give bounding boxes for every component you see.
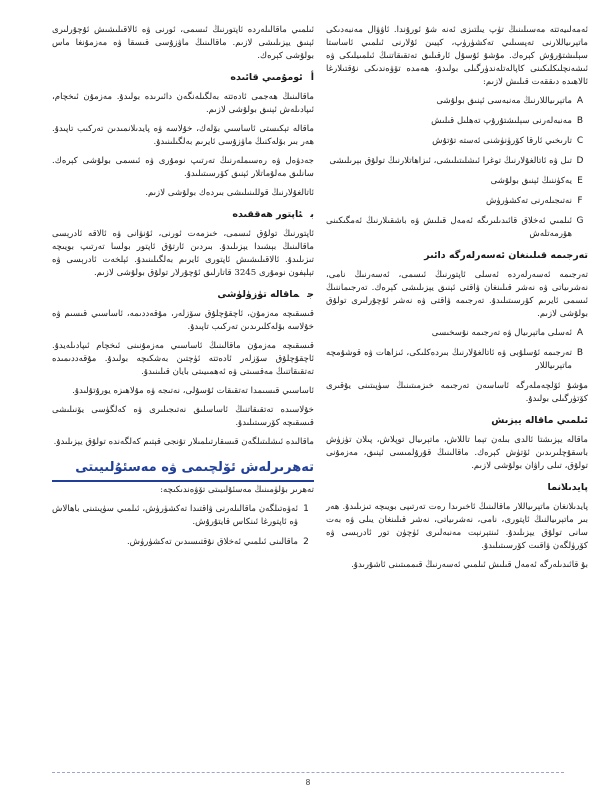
paragraph: قىسقىچە مەزمۇن ماقالىنىڭ ئاساسىي مەزمۇنىنى ئىخچام ئىپادىلەيدۇ. ئاچقۇچلۇق سۆزلەر ئادەتتە ئۈچتىن بەشكىچە بولىدۇ. مۇقەددىمىدە تەتقىقاتنىڭ مەقسىتى ۋە ئەھمىيىتى بايان قىلىنىدۇ. xyxy=(52,341,314,377)
paragraph: ماقالە يېزىشتا ئالدى بىلەن تېما تاللاش، ماتېرىيال توپلاش، پىلان تۈزۈش باسقۇچلىرىدىن ئۆتۈش كېرەك. ماقالىنىڭ قۇرۇلمىسى ئېنىق، مەزمۇنى تولۇق، تىلى راۋان بولۇشى لازىم. xyxy=(326,435,588,471)
list-text: ماتېرىياللارنىڭ مەنبەسى ئېنىق بولۇشى xyxy=(436,96,572,106)
list-item xyxy=(52,536,314,549)
section-title: ئاپتور ھەققىدە xyxy=(232,209,303,220)
list-item xyxy=(326,347,588,373)
list-text: تارىخىي ئارقا كۆرۈنۈشنى ئەستە تۇتۇش xyxy=(432,136,572,146)
list-marker: A xyxy=(576,96,584,106)
paragraph: ماقالە تېكىستى ئاساسىي بۆلەك، خۇلاسە ۋە پايدىلانمىدىن تەركىب تاپىدۇ. ھەر بىر بۆلەكنىڭ ماۋزۇسى ئايرىم بەلگىلىنىدۇ. xyxy=(52,124,314,147)
section-heading: ئىلمىي ماقالە يېزىش xyxy=(491,415,588,426)
section-number: ج xyxy=(307,289,314,300)
paragraph: تەرجىمە ئەسەرلەردە ئەسلى ئاپتورنىڭ ئىسمى، ئەسەرنىڭ نامى، نەشرىياتى ۋە نەشر قىلىنغان ۋاقتى ئېنىق يېزىلىشى كېرەك. تەرجىماننىڭ ئىسمى ئايرىم كۆرسىتىلىدۇ. تەرجىمە ۋاقتى ۋە نەشر ئۇچۇرلىرى تولۇق بولۇشى لازىم. xyxy=(326,270,588,319)
list-marker: C xyxy=(576,136,584,146)
paragraph: جەدۋەل ۋە رەسىملەرنىڭ تەرتىپ نومۇرى ۋە ئىسمى بولۇشى كېرەك. سانلىق مەلۇماتلار ئېنىق كۆرسىتىلىدۇ. xyxy=(52,156,314,179)
list-text: ئەسلى ماتېرىيال ۋە تەرجىمە نۇسخىسى xyxy=(431,328,572,338)
section-heading: پايدىلانما xyxy=(547,482,588,493)
list-text: ئىلمىي ئەخلاق قائىدىلىرىگە ئەمەل قىلىش ۋە باشقىلارنىڭ ئەمگىكىنى ھۆرمەتلەش xyxy=(326,216,572,239)
list-item xyxy=(326,115,588,128)
list-item xyxy=(326,175,588,188)
list-marker: D xyxy=(576,156,584,166)
chapter-title: تەھرىرلەش ئۆلچىمى ۋە مەسئۇلىيىتى xyxy=(52,459,314,482)
paragraph: ماقالىدە ئىشلىتىلگەن قىسقارتىلمىلار تۇنجى قېتىم كەلگەندە تولۇق يېزىلىدۇ. xyxy=(53,437,314,447)
paragraph: پايدىلانغان ماتېرىياللار ماقالىنىڭ ئاخىرىدا رەت تەرتىپى بويىچە تىزىلىدۇ. ھەر بىر ماتېرىيالنىڭ ئاپتورى، نامى، نەشرىياتى، نەشر قىلىنغان يىلى ۋە بەت سانى تولۇق يېزىلىدۇ. ئىنتېرنېت مەنبەلىرى ئۈچۈن تور ئادرېسى ۋە كۆرۈلگەن ۋاقىت كۆرسىتىلىدۇ. xyxy=(326,502,588,551)
paragraph: ئاساسىي قىسىمدا تەتقىقات ئۇسۇلى، نەتىجە ۋە مۇلاھىزە يورۇتۇلىدۇ. xyxy=(72,386,314,396)
paragraph: قىسقىچە مەزمۇن، ئاچقۇچلۇق سۆزلەر، مۇقەددىمە، ئاساسىي قىسىم ۋە خۇلاسە بۆلەكلىرىدىن تەركىب تاپىدۇ. xyxy=(52,309,314,332)
list-item xyxy=(326,215,588,241)
list-text: نەتىجىلەرنى تەكشۈرۈش xyxy=(485,196,572,206)
section-title: ماقالە تۈزۈلۈشى xyxy=(217,289,300,300)
list-text: مەنبەلەرنى سېلىشتۇرۇپ تەھلىل قىلىش xyxy=(431,116,572,126)
list-marker: F xyxy=(577,196,583,206)
list-item xyxy=(326,135,588,148)
list-marker: B xyxy=(576,348,584,358)
section-title: ئومۇمىي قائىدە xyxy=(230,72,303,83)
list-marker: 1 xyxy=(303,504,309,514)
list-item xyxy=(326,327,588,340)
section-number: ب xyxy=(310,209,314,220)
list-marker: E xyxy=(577,176,583,186)
right-column xyxy=(326,24,588,578)
list-marker: A xyxy=(576,328,584,338)
list-text: تەرجىمە ئۇسلۇبى ۋە ئاتالغۇلارنىڭ بىردەكلىكى، ئىزاھات ۋە قوشۇمچە ماتېرىياللار xyxy=(326,348,572,371)
list-text: يەكۈننىڭ ئېنىق بولۇشى xyxy=(490,176,572,186)
section-heading xyxy=(52,71,314,85)
list-item xyxy=(326,95,588,108)
paragraph: مۇشۇ ئۆلچەملەرگە ئاساسەن تەرجىمە خىزمىتىنىڭ سۈپىتىنى يۇقىرى كۆتۈرگىلى بولىدۇ. xyxy=(326,381,588,404)
paragraph: بۇ قائىدىلەرگە ئەمەل قىلىش ئىلمىي ئەسەرنىڭ قىممىتىنى ئاشۇرىدۇ. xyxy=(351,560,588,570)
paragraph: ماقالىنىڭ ھەجمى ئادەتتە بەلگىلەنگەن دائىرىدە بولىدۇ. مەزمۇن ئىخچام، ئىپادىلەش ئېنىق بولۇشى لازىم. xyxy=(52,92,314,115)
list-item xyxy=(326,195,588,208)
paragraph: خۇلاسىدە تەتقىقاتنىڭ ئاساسلىق نەتىجىلىرى ۋە كەلگۈسى يۆنىلىشى قىسقىچە كۆرسىتىلىدۇ. xyxy=(52,405,314,428)
page-number: 8 xyxy=(305,778,311,787)
footer-divider xyxy=(52,772,564,773)
list-text: ئەۋەتىلگەن ماقالىلەرنى ۋاقتىدا تەكشۈرۈش، ئىلمىي سۈپىتىنى باھالاش ۋە ئاپتورغا ئىنكاس قايتۇرۇش. xyxy=(52,504,298,527)
section-heading xyxy=(52,288,314,302)
list-marker: 2 xyxy=(303,537,309,547)
list-item xyxy=(326,155,588,168)
section-number: أ xyxy=(310,72,314,83)
list-text: ماقالىنى ئىلمىي ئەخلاق نۇقتىسىدىن تەكشۈرۈش. xyxy=(126,537,298,547)
list-text: تىل ۋە ئاتالغۇلارنىڭ توغرا ئىشلىتىلىشى، ئىزاھاتلارنىڭ تولۇق بېرىلىشى xyxy=(329,156,572,166)
left-column xyxy=(52,24,314,556)
paragraph: ئاتالغۇلارنىڭ قوللىنىلىشى بىردەك بولۇشى لازىم. xyxy=(145,188,314,198)
paragraph: ئەمەلىيەتتە مەسىلىنىڭ تۈپ يىلتىزى ئەنە شۇ ئورۇندا. ئاۋۋال مەنبەدىكى ماتېرىياللارنى تەپسىلىي تەكشۈرۈپ، كېيىن ئۇلارنى ئىلمىي ئاساستا سېلىشتۇرۇش كېرەك. مۇشۇ ئۇسۇل ئارقىلىق تەتقىقاتنىڭ ئىلمىيلىكى ۋە ئىشەنچلىكلىكىنى كاپالەتلەندۈرگىلى بولىدۇ، ھەمدە تۆۋەندىكى نۇقتىلارغا ئالاھىدە دىققەت قىلىش لازىم: xyxy=(326,25,588,87)
paragraph: ئىلمىي ماقالىلەردە ئاپتورنىڭ ئىسمى، ئورنى ۋە ئالاقىلىشىش ئۇچۇرلىرى ئېنىق يېزىلىشى لازىم. ماقالىنىڭ ماۋزۇسى قىسقا ۋە مەزمۇنغا ماس بولۇشى كېرەك. xyxy=(52,25,314,61)
list-marker: B xyxy=(576,116,584,126)
paragraph: تەھرىر بۆلۈمىنىڭ مەسئۇلىيىتى تۆۋەندىكىچە: xyxy=(160,485,314,495)
list-item xyxy=(52,503,314,529)
section-heading xyxy=(52,208,314,222)
list-marker: G xyxy=(576,216,584,226)
paragraph: ئاپتورنىڭ تولۇق ئىسمى، خىزمەت ئورنى، ئۇنۋانى ۋە ئالاقە ئادرېسى ماقالىنىڭ بېشىدا يېزىلىدۇ. بىردىن ئارتۇق ئاپتور بولسا تەرتىپ بويىچە تىزىلىدۇ. ئالاقىلىشىش ئاپتورى ئايرىم بەلگىلىنىدۇ. ئېلخەت ئادرېسى ۋە تېلېفون نومۇرى 3245 قاتارلىق ئۇچۇرلار تولۇق بولۇشى لازىم. xyxy=(52,229,314,278)
section-heading: تەرجىمە قىلىنغان ئەسەرلەرگە دائىر xyxy=(424,250,588,261)
